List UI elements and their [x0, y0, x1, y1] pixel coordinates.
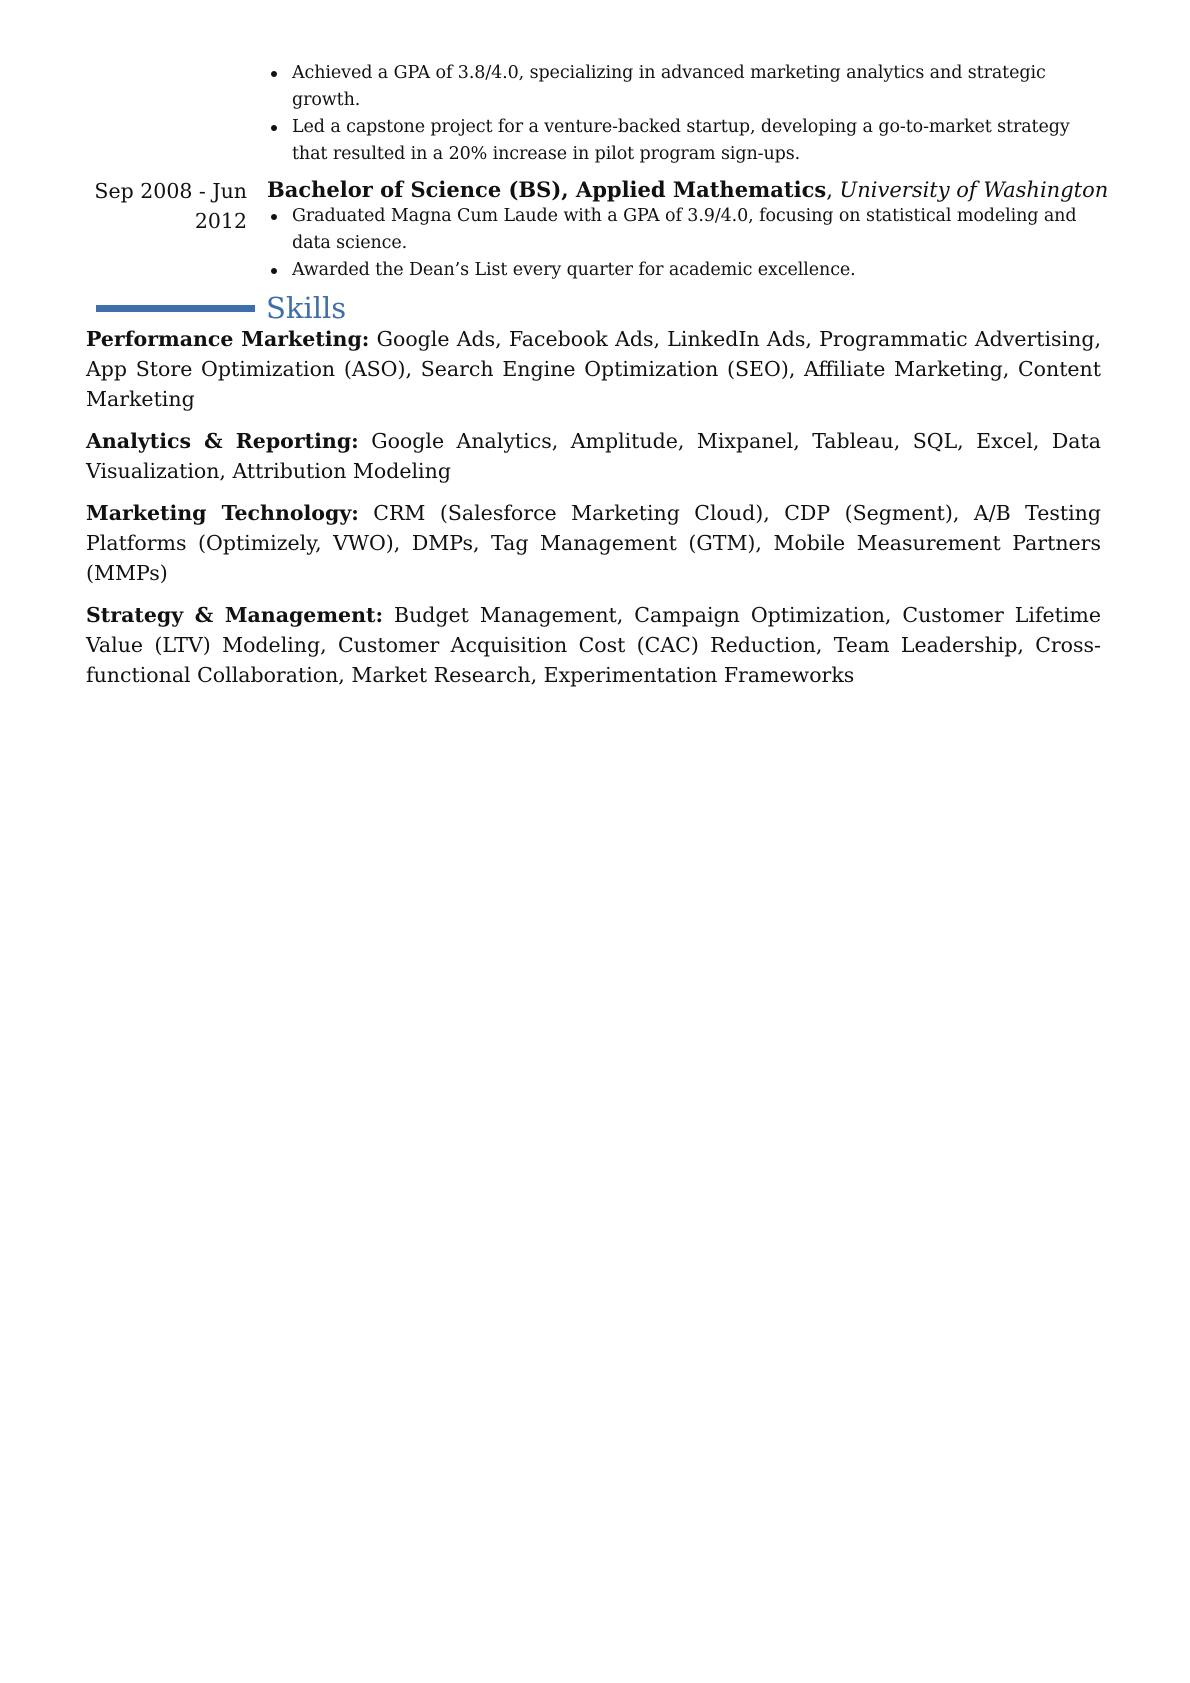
bs-school: University of Washington: [839, 178, 1109, 202]
bs-date: Sep 2008 - Jun 2012: [94, 179, 247, 233]
skill-items: Google Analytics, Amplitude, Mixpanel, Tableau, SQL, Excel, Data Visualization, Attribution Modeling: [86, 429, 1101, 483]
skill-row: [86, 324, 1101, 414]
skills-section-title: Skills: [266, 291, 347, 325]
skill-items: Budget Management, Campaign Optimization, Customer Lifetime Value (LTV) Modeling, Customer Acquisition Cost (CAC) Reduction, Team Leadership, Cross-functional Collaboration, Market Research, Experimentation Frameworks: [86, 603, 1101, 687]
msc-bullet: Achieved a GPA of 3.8/4.0, specializing in advanced marketing analytics and strategic growth.: [267, 60, 1087, 114]
bs-degree: Bachelor of Science (BS), Applied Mathematics: [267, 177, 827, 202]
bs-heading: [267, 175, 1147, 205]
skill-row: [86, 426, 1101, 486]
skill-category: Analytics & Reporting:: [86, 429, 359, 453]
skill-items: Google Ads, Facebook Ads, LinkedIn Ads, Programmatic Advertising, App Store Optimization (ASO), Search Engine Optimization (SEO), Affiliate Marketing, Content Marketing: [86, 327, 1101, 411]
bs-bullet: Awarded the Dean’s List every quarter for academic excellence.: [267, 257, 1087, 284]
skills-list: [86, 324, 1101, 702]
msc-bullet: Led a capstone project for a venture-backed startup, developing a go-to-market strategy that resulted in a 20% increase in pilot program sign-ups.: [267, 114, 1087, 168]
skill-category: Marketing Technology:: [86, 501, 359, 525]
skill-category: Performance Marketing:: [86, 327, 370, 351]
bs-bullet: Graduated Magna Cum Laude with a GPA of 3.9/4.0, focusing on statistical modeling and data science.: [267, 203, 1087, 257]
msc-bullet-list: [267, 60, 1087, 168]
bs-separator: ,: [826, 178, 840, 202]
bs-bullet-list: [267, 203, 1087, 284]
section-accent-bar: [96, 305, 255, 312]
skill-category: Strategy & Management:: [86, 603, 384, 627]
skill-row: [86, 498, 1101, 588]
skill-items: CRM (Salesforce Marketing Cloud), CDP (Segment), A/B Testing Platforms (Optimizely, VWO), DMPs, Tag Management (GTM), Mobile Measurement Partners (MMPs): [86, 501, 1101, 585]
skill-row: [86, 600, 1101, 690]
